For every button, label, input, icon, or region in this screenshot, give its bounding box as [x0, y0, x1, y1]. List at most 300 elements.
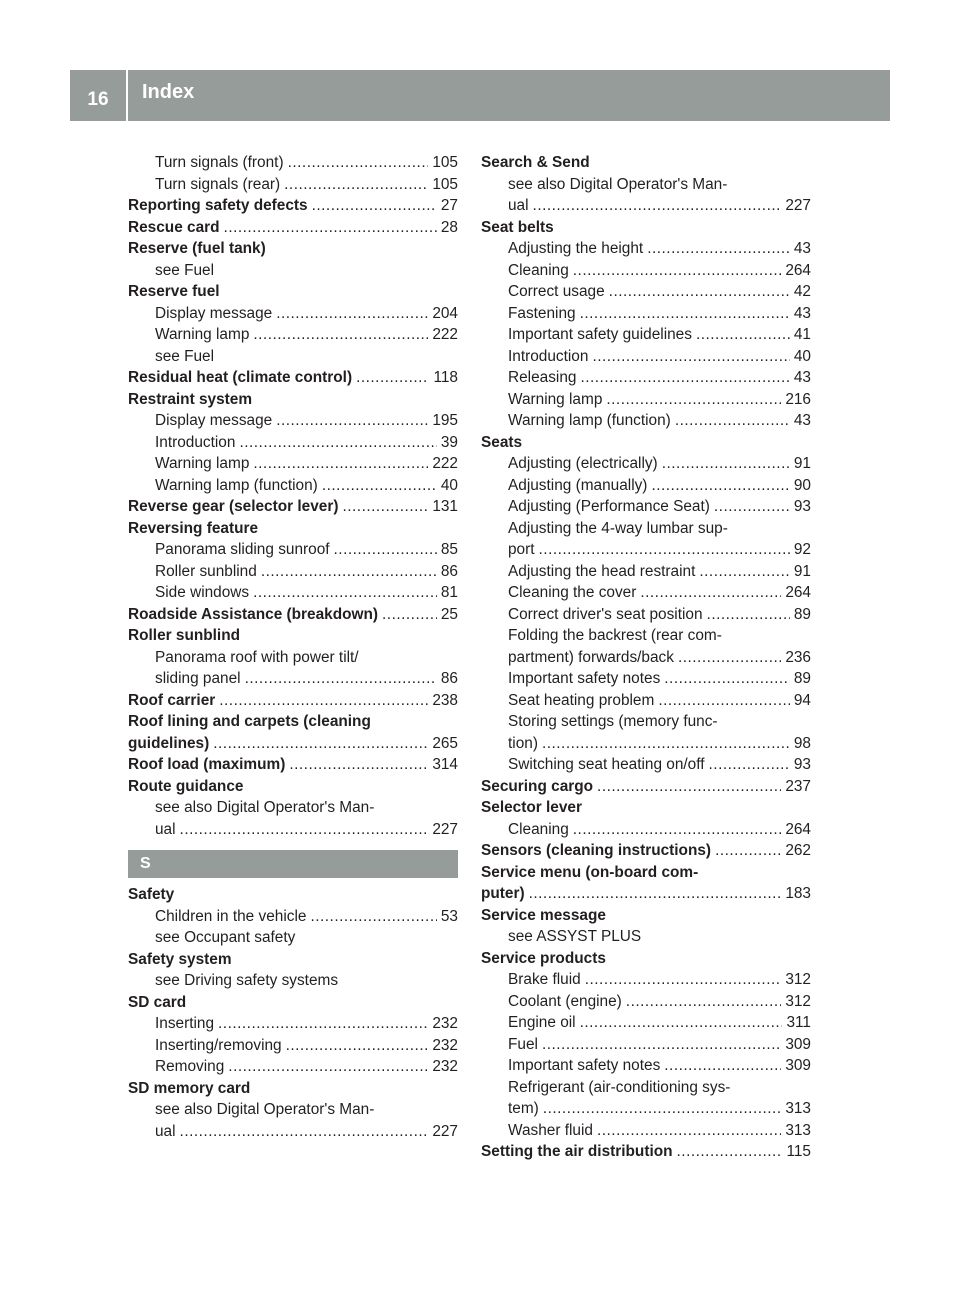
index-sub-entry[interactable] [128, 819, 458, 841]
leader-dots [714, 496, 790, 518]
entry-page-number[interactable]: 43 [793, 369, 811, 386]
entry-text: SD memory card [128, 1079, 251, 1097]
leader-dots [322, 475, 437, 497]
index-sub-entry[interactable] [481, 582, 811, 604]
entry-text: Panorama roof with power tilt/ [155, 648, 359, 666]
entry-page-number[interactable]: 28 [440, 218, 458, 236]
entry-page-number[interactable]: 216 [785, 390, 811, 408]
entry-page-number[interactable]: 313 [785, 1121, 811, 1139]
index-sub-entry [481, 926, 811, 948]
section-title: Index [142, 81, 195, 103]
index-column-left [128, 152, 458, 1142]
entry-text: Seat belts [481, 218, 554, 236]
index-heading-entry [128, 992, 458, 1014]
index-sub-entry[interactable] [481, 281, 811, 303]
index-heading-entry [128, 776, 458, 798]
entry-page-number[interactable]: 93 [793, 756, 811, 773]
leader-dots [626, 991, 782, 1013]
index-sub-entry[interactable] [128, 1056, 458, 1078]
entry-text: see also Digital Operator's Man- [155, 1101, 375, 1118]
entry-text: Rescue card [128, 218, 220, 236]
index-sub-entry[interactable] [481, 1055, 811, 1077]
entry-text: Turn signals (rear) [155, 175, 281, 193]
entry-text: Switching seat heating on/off [508, 756, 705, 773]
entry-page-number[interactable]: 131 [432, 498, 458, 515]
index-heading-entry[interactable] [128, 690, 458, 712]
entry-text: Reverse gear (selector lever) [128, 498, 339, 515]
entry-text: Correct usage [508, 283, 605, 300]
index-sub-entry[interactable] [481, 1098, 811, 1120]
entry-page-number[interactable]: 227 [785, 197, 811, 214]
index-sub-entry[interactable] [128, 582, 458, 604]
entry-page-number[interactable]: 237 [785, 777, 811, 795]
index-sub-entry [481, 711, 811, 733]
index-sub-entry[interactable] [481, 1012, 811, 1034]
index-sub-entry[interactable] [481, 496, 811, 518]
index-sub-entry[interactable] [481, 561, 811, 583]
entry-text: Brake fluid [508, 971, 581, 988]
header-divider [126, 70, 128, 121]
leader-dots [286, 1035, 429, 1057]
entry-page-number[interactable]: 43 [793, 304, 811, 322]
index-heading-entry [481, 948, 811, 970]
entry-text: Warning lamp (function) [508, 412, 671, 429]
entry-text: Securing cargo [481, 777, 594, 795]
index-sub-entry[interactable] [481, 969, 811, 991]
entry-text: Refrigerant (air-conditioning sys- [508, 1078, 731, 1096]
leader-dots [228, 1056, 428, 1078]
leader-dots [382, 604, 437, 626]
leader-dots [580, 367, 789, 389]
leader-dots [597, 1120, 781, 1142]
entry-text: Side windows [155, 584, 250, 601]
index-sub-entry[interactable] [128, 668, 458, 690]
entry-page-number[interactable]: 264 [785, 820, 811, 838]
entry-page-number[interactable]: 53 [440, 907, 458, 925]
entry-text: tion) [508, 734, 538, 752]
entry-text: Releasing [508, 369, 577, 386]
leader-dots [585, 969, 782, 991]
leader-dots [597, 776, 781, 798]
entry-page-number[interactable]: 86 [440, 562, 458, 580]
entry-text: Inserting/removing [155, 1036, 282, 1054]
index-heading-entry [481, 862, 811, 884]
leader-dots [675, 410, 790, 432]
entry-text: Warning lamp [508, 390, 603, 408]
leader-dots [276, 303, 428, 325]
entry-text: guidelines) [128, 734, 210, 752]
leader-dots [180, 1121, 429, 1143]
index-sub-entry[interactable] [481, 668, 811, 690]
entry-text: Reporting safety defects [128, 197, 308, 214]
index-sub-entry[interactable] [481, 754, 811, 776]
entry-text: see also Digital Operator's Man- [508, 175, 728, 193]
leader-dots [310, 906, 436, 928]
index-heading-entry [481, 152, 811, 174]
entry-text: Fastening [508, 304, 576, 322]
index-heading-entry[interactable] [128, 604, 458, 626]
leader-dots [539, 539, 790, 561]
index-sub-entry[interactable] [128, 539, 458, 561]
leader-dots [289, 754, 428, 776]
entry-text: ual [155, 820, 176, 838]
index-sub-entry[interactable] [128, 174, 458, 196]
index-sub-entry[interactable] [128, 1035, 458, 1057]
entry-page-number[interactable]: 41 [793, 326, 811, 343]
leader-dots [658, 690, 790, 712]
entry-page-number[interactable]: 81 [440, 584, 458, 601]
index-sub-entry[interactable] [481, 324, 811, 346]
index-sub-entry[interactable] [481, 604, 811, 626]
entry-text: Route guidance [128, 777, 244, 795]
entry-page-number[interactable]: 40 [440, 476, 458, 494]
leader-dots [253, 324, 428, 346]
leader-dots [696, 324, 790, 346]
entry-text: Seats [481, 433, 523, 451]
index-heading-entry [128, 281, 458, 303]
index-sub-entry[interactable] [481, 195, 811, 217]
entry-page-number[interactable]: 93 [793, 498, 811, 515]
entry-page-number[interactable]: 183 [785, 885, 811, 902]
index-heading-entry[interactable] [481, 840, 811, 862]
leader-dots [288, 152, 429, 174]
index-sub-entry[interactable] [481, 690, 811, 712]
index-heading-entry[interactable] [481, 776, 811, 798]
entry-text: Roof load (maximum) [128, 756, 286, 773]
index-sub-entry[interactable] [481, 1120, 811, 1142]
entry-text: Roller sunblind [155, 562, 257, 580]
entry-text: see also Digital Operator's Man- [155, 799, 375, 816]
leader-dots [677, 1141, 783, 1163]
leader-dots [239, 432, 436, 454]
entry-text: sliding panel [155, 670, 241, 687]
entry-page-number[interactable]: 115 [786, 1143, 811, 1160]
leader-dots [213, 733, 428, 755]
entry-page-number[interactable]: 265 [432, 734, 458, 752]
index-sub-entry[interactable] [128, 561, 458, 583]
entry-text: Roadside Assistance (breakdown) [128, 605, 379, 623]
entry-text: Removing [155, 1058, 225, 1075]
index-sub-entry[interactable] [481, 238, 811, 260]
entry-text: Folding the backrest (rear com- [508, 627, 722, 644]
entry-text: Safety system [128, 950, 232, 968]
index-heading-entry [128, 711, 458, 733]
entry-page-number[interactable]: 222 [432, 326, 458, 343]
leader-dots [312, 195, 437, 217]
entry-text: Roof lining and carpets (cleaning [128, 713, 371, 730]
leader-dots [592, 346, 789, 368]
index-sub-entry[interactable] [481, 346, 811, 368]
index-heading-entry[interactable] [128, 733, 458, 755]
entry-page-number[interactable]: 39 [440, 433, 458, 451]
leader-dots [662, 453, 790, 475]
entry-text: Reversing feature [128, 519, 259, 537]
index-sub-entry[interactable] [128, 410, 458, 432]
entry-text: see Fuel [155, 347, 215, 365]
entry-text: Children in the vehicle [155, 907, 307, 925]
leader-dots [543, 1098, 782, 1120]
index-sub-entry [481, 174, 811, 196]
entry-text: Search & Send [481, 154, 590, 171]
entry-page-number[interactable]: 312 [785, 971, 811, 988]
index-heading-entry[interactable] [128, 367, 458, 389]
entry-page-number[interactable]: 40 [793, 347, 811, 365]
index-sub-entry[interactable] [128, 1121, 458, 1143]
entry-text: Reserve (fuel tank) [128, 240, 266, 257]
index-letter-heading: S [128, 850, 458, 878]
entry-page-number[interactable]: 85 [440, 541, 458, 558]
index-column-right [481, 152, 811, 1163]
page-number: 16 [87, 88, 109, 110]
entry-text: Turn signals (front) [155, 154, 284, 171]
index-heading-entry[interactable] [481, 883, 811, 905]
entry-text: Reserve fuel [128, 283, 220, 300]
entry-text: port [508, 541, 535, 558]
entry-text: Cleaning [508, 820, 569, 838]
entry-text: Warning lamp [155, 326, 250, 343]
entry-text: Important safety notes [508, 670, 661, 687]
entry-text: Storing settings (memory func- [508, 713, 718, 730]
entry-text: Display message [155, 304, 273, 322]
index-heading-entry[interactable] [128, 754, 458, 776]
entry-text: Adjusting (Performance Seat) [508, 498, 710, 515]
entry-text: see Fuel [155, 261, 215, 279]
entry-text: Cleaning [508, 261, 569, 279]
index-sub-entry[interactable] [128, 453, 458, 475]
entry-text: Service menu (on-board com- [481, 863, 699, 881]
index-sub-entry[interactable] [128, 152, 458, 174]
entry-text: Engine oil [508, 1014, 576, 1031]
index-sub-entry[interactable] [128, 324, 458, 346]
entry-text: see ASSYST PLUS [508, 928, 642, 945]
leader-dots [219, 690, 428, 712]
index-heading-entry [128, 625, 458, 647]
index-sub-entry[interactable] [481, 1034, 811, 1056]
entry-page-number[interactable]: 313 [785, 1100, 811, 1117]
index-heading-entry [481, 905, 811, 927]
entry-text: Adjusting the 4-way lumbar sup- [508, 519, 728, 537]
leader-dots [542, 733, 790, 755]
entry-text: Panorama sliding sunroof [155, 541, 330, 558]
index-sub-entry[interactable] [481, 453, 811, 475]
index-list-left [128, 152, 458, 1142]
index-heading-entry[interactable] [128, 195, 458, 217]
index-sub-entry [481, 518, 811, 540]
entry-text: Cleaning the cover [508, 584, 637, 601]
entry-text: Adjusting the height [508, 240, 644, 257]
index-heading-entry [481, 797, 811, 819]
entry-page-number[interactable]: 118 [433, 369, 458, 386]
index-sub-entry [128, 260, 458, 282]
index-sub-entry[interactable] [481, 410, 811, 432]
leader-dots [218, 1013, 428, 1035]
entry-page-number[interactable]: 92 [793, 541, 811, 558]
entry-text: Display message [155, 412, 273, 429]
index-sub-entry[interactable] [481, 367, 811, 389]
index-heading-entry [481, 217, 811, 239]
entry-page-number[interactable]: 94 [793, 691, 811, 709]
leader-dots [573, 819, 782, 841]
entry-page-number[interactable]: 236 [785, 648, 811, 666]
entry-page-number[interactable]: 238 [432, 691, 458, 709]
entry-text: Roller sunblind [128, 627, 241, 644]
entry-page-number[interactable]: 232 [432, 1058, 458, 1075]
leader-dots [715, 840, 781, 862]
leader-dots [573, 260, 782, 282]
entry-text: Seat heating problem [508, 691, 655, 709]
entry-text: Warning lamp [155, 455, 250, 472]
entry-page-number[interactable]: 264 [785, 584, 811, 601]
index-sub-entry[interactable] [481, 819, 811, 841]
index-sub-entry[interactable] [481, 260, 811, 282]
leader-dots [224, 217, 437, 239]
leader-dots [640, 582, 781, 604]
entry-page-number[interactable]: 227 [432, 820, 458, 838]
entry-text: Correct driver's seat position [508, 605, 703, 623]
index-sub-entry [128, 797, 458, 819]
entry-page-number[interactable]: 89 [793, 605, 811, 623]
index-sub-entry[interactable] [481, 475, 811, 497]
leader-dots [245, 668, 437, 690]
entry-text: Fuel [508, 1035, 538, 1053]
index-sub-entry[interactable] [481, 389, 811, 411]
entry-page-number[interactable]: 311 [786, 1014, 811, 1031]
entry-text: Service products [481, 949, 606, 967]
entry-page-number[interactable]: 105 [432, 154, 458, 171]
entry-page-number[interactable]: 27 [440, 197, 458, 214]
page-header [70, 70, 890, 121]
index-heading-entry[interactable] [128, 217, 458, 239]
leader-dots [580, 1012, 783, 1034]
leader-dots [529, 883, 782, 905]
leader-dots [664, 668, 790, 690]
index-sub-entry [128, 1099, 458, 1121]
entry-page-number[interactable]: 98 [793, 734, 811, 752]
entry-text: Adjusting (manually) [508, 476, 648, 494]
leader-dots [261, 561, 437, 583]
entry-page-number[interactable]: 90 [793, 476, 811, 494]
entry-page-number[interactable]: 264 [785, 261, 811, 279]
entry-text: Coolant (engine) [508, 992, 622, 1010]
index-sub-entry[interactable] [481, 303, 811, 325]
entry-page-number[interactable]: 232 [432, 1036, 458, 1054]
index-sub-entry[interactable] [128, 475, 458, 497]
leader-dots [334, 539, 437, 561]
leader-dots [651, 475, 789, 497]
leader-dots [253, 453, 428, 475]
index-sub-entry[interactable] [481, 991, 811, 1013]
index-heading-entry[interactable] [128, 496, 458, 518]
entry-text: Setting the air distribution [481, 1143, 673, 1160]
leader-dots [284, 174, 428, 196]
index-heading-entry [128, 238, 458, 260]
entry-page-number[interactable]: 204 [432, 304, 458, 322]
entry-page-number[interactable]: 91 [793, 562, 811, 580]
entry-text: Washer fluid [508, 1121, 593, 1139]
entry-text: ual [155, 1122, 176, 1140]
index-heading-entry [481, 432, 811, 454]
index-sub-entry [128, 927, 458, 949]
entry-page-number[interactable]: 89 [793, 670, 811, 687]
index-heading-entry [128, 949, 458, 971]
index-sub-entry[interactable] [481, 539, 811, 561]
entry-text: Important safety guidelines [508, 326, 692, 343]
entry-page-number[interactable]: 309 [785, 1035, 811, 1053]
leader-dots [580, 303, 790, 325]
index-list-right [481, 152, 811, 1163]
leader-dots [606, 389, 781, 411]
index-sub-entry [128, 346, 458, 368]
entry-page-number[interactable]: 312 [785, 992, 811, 1010]
entry-text: ual [508, 197, 529, 214]
entry-page-number[interactable]: 91 [793, 455, 811, 472]
index-heading-entry[interactable] [481, 1141, 811, 1163]
entry-page-number[interactable]: 232 [432, 1015, 458, 1032]
entry-text: see Driving safety systems [155, 972, 339, 989]
entry-text: Adjusting the head restraint [508, 562, 696, 580]
index-sub-entry [128, 970, 458, 992]
leader-dots [678, 647, 781, 669]
index-heading-entry [128, 1078, 458, 1100]
index-sub-entry[interactable] [128, 906, 458, 928]
entry-text: tem) [508, 1100, 539, 1117]
leader-dots [609, 281, 790, 303]
entry-text: Safety [128, 886, 175, 903]
leader-dots [699, 561, 790, 583]
index-sub-entry [481, 1077, 811, 1099]
entry-page-number[interactable]: 222 [432, 455, 458, 472]
index-heading-entry [128, 884, 458, 906]
entry-page-number[interactable]: 43 [793, 412, 811, 429]
leader-dots [180, 819, 429, 841]
entry-text: Roof carrier [128, 691, 216, 709]
leader-dots [276, 410, 428, 432]
index-sub-entry[interactable] [128, 432, 458, 454]
entry-text: Adjusting (electrically) [508, 455, 658, 472]
entry-page-number[interactable]: 262 [785, 842, 811, 859]
entry-text: Inserting [155, 1015, 215, 1032]
entry-text: SD card [128, 993, 187, 1011]
entry-page-number[interactable]: 42 [793, 283, 811, 300]
entry-text: Service message [481, 906, 606, 924]
entry-page-number[interactable]: 43 [793, 240, 811, 257]
entry-page-number[interactable]: 309 [785, 1057, 811, 1074]
leader-dots [664, 1055, 781, 1077]
index-sub-entry[interactable] [128, 303, 458, 325]
leader-dots [647, 238, 790, 260]
leader-dots [356, 367, 429, 389]
entry-page-number[interactable]: 227 [432, 1122, 458, 1140]
leader-dots [707, 604, 790, 626]
index-sub-entry[interactable] [128, 1013, 458, 1035]
entry-text: Introduction [508, 347, 589, 365]
leader-dots [342, 496, 428, 518]
entry-page-number[interactable]: 86 [440, 670, 458, 687]
index-sub-entry[interactable] [481, 647, 811, 669]
entry-page-number[interactable]: 105 [432, 175, 458, 193]
entry-page-number[interactable]: 25 [440, 605, 458, 623]
entry-text: Sensors (cleaning instructions) [481, 842, 712, 859]
index-sub-entry[interactable] [481, 733, 811, 755]
leader-dots [253, 582, 437, 604]
entry-text: see Occupant safety [155, 929, 296, 946]
index-heading-entry [128, 518, 458, 540]
entry-text: Selector lever [481, 799, 582, 816]
entry-page-number[interactable]: 195 [432, 412, 458, 429]
entry-text: Warning lamp (function) [155, 476, 318, 494]
entry-page-number[interactable]: 314 [432, 756, 458, 773]
index-sub-entry [481, 625, 811, 647]
